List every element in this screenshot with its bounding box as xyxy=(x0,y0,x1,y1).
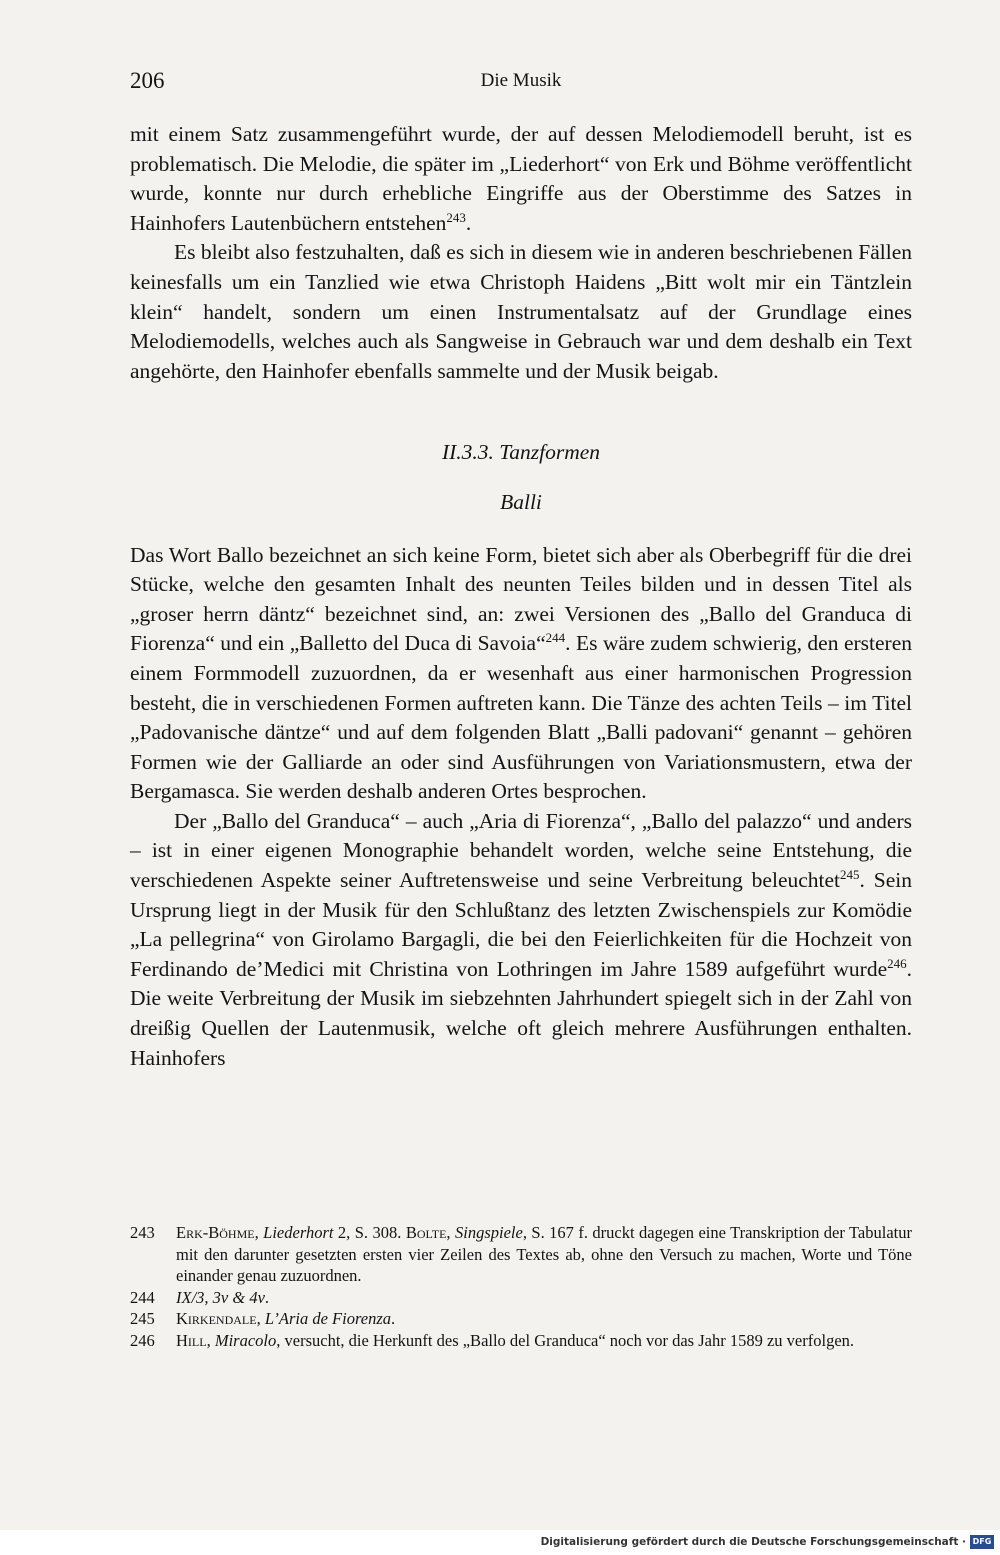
footnote-ref-246[interactable]: 246 xyxy=(887,955,907,971)
footnote-number: 246 xyxy=(130,1330,155,1350)
footnote-number: 245 xyxy=(130,1309,155,1328)
funding-credit: Digitalisierung gefördert durch die Deutsche Forschungsgemeinschaft · xyxy=(540,1536,966,1548)
footnote-ref-245[interactable]: 245 xyxy=(840,866,860,882)
footnote-number: 244 xyxy=(130,1287,155,1307)
main-text xyxy=(130,120,912,1073)
running-header xyxy=(130,68,912,102)
paragraph-3: Das Wort Ballo bezeichnet an sich keine Form, bietet sich aber als Oberbegriff für die drei Stücke, welche den gesamten Inhalt des neunten Teiles bilden und in dessen Titel als „groser herrn däntz“ bezeichnet sind, an: zwei Versionen des „Ballo del Granduca di Fiorenza“ und ein „Balletto del Duca di Savoia“$^{244}$. Es wäre zudem schwierig, den ersteren einem Formmodell zuzuordnen, da er wesenhaft aus einer harmonischen Progression besteht, die in verschiedenen Formen auftreten kann. Die Tänze des achten Teils – im Titel „Padovanische däntze“ und auf dem folgenden Blatt „Balli padovani“ genannt – gehören Formen wie der Galliarde an oder sind Ausführungen von Variationsmustern, etwa der Bergamasca. Sie werden deshalb anderen Ortes besprochen. xyxy=(130,542,912,804)
footnote-243: 243 Erk-Böhme, Liederhort 2, S. 308. Bolte, Singspiele, S. 167 f. druckt dagegen eine Transkription der Tabulatur mit den darunter gesetzten ersten vier Zeilen des Textes ab, ohne den Versuch zu machen, Worte und Töne einander genau zuzuordnen. xyxy=(130,1223,912,1285)
footnote-244: 244 IX/3, 3v & 4v. xyxy=(130,1287,270,1307)
footnote-ref-243[interactable]: 243 xyxy=(446,209,466,225)
running-title: Die Musik xyxy=(480,70,562,91)
footnote-number: 243 xyxy=(130,1223,155,1242)
footnote-245: 245 Kirkendale, L’Aria de Fiorenza. xyxy=(130,1309,396,1328)
subsection-heading: Balli xyxy=(500,489,542,514)
paragraph-2: Es bleibt also festzuhalten, daß es sich in diesem wie in anderen beschriebenen Fällen keinesfalls um ein Tanzlied wie etwa Christoph Haidens „Bitt wolt mir ein Täntzlein klein“ handelt, sondern um einen Instrumentalsatz auf der Grundlage eines Melodiemodells, welches auch als Sangweise in Gebrauch war und dem deshalb ein Text angehörte, den Hainhofer ebenfalls sammelte und der Musik beigab. xyxy=(130,240,912,383)
footnote-ref-244[interactable]: 244 xyxy=(545,630,566,646)
paragraph-1: mit einem Satz zusammengeführt wurde, der auf dessen Melodiemodell beruht, ist es problematisch. Die Melodie, die später im „Liederhort“ von Erk und Böhme veröffentlicht wurde, konnte nur durch erhebliche Eingriffe aus der Oberstimme des Satzes in Hainhofers Lautenbüchern entstehen$^{243}$. xyxy=(130,122,912,235)
paragraph-4: Der „Ballo del Granduca“ – auch „Aria di Fiorenza“, „Ballo del palazzo“ und anders – ist in einer eigenen Monographie behandelt worden, welche seine Entstehung, die verschiedenen Aspekte seiner Auftretensweise und seine Verbreitung beleuchtet$^{245}$. Sein Ursprung liegt in der Musik für den Schlußtanz des letzten Zwischenspiels zur Komödie „La pellegrina“ von Girolamo Bargagli, die bei den Feierlichkeiten für die Hochzeit von Ferdinando de’Medici mit Christina von Lothringen im Jahre 1589 aufgeführt wurde$^{246}$. Die weite Verbreitung der Musik im siebzehnten Jahrhundert spiegelt sich in der Zahl von dreißig Quellen der Lautenmusik, welche oft gleich mehrere Ausführungen enthalten. Hainhofers xyxy=(130,808,912,1070)
page-number: 206 xyxy=(130,68,165,93)
digitization-footer xyxy=(0,1530,1000,1555)
section-heading: II.3.3. Tanzformen xyxy=(441,440,601,465)
footnote-246: 246 Hill, Miracolo, versucht, die Herkunft des „Ballo del Granduca“ noch vor das Jahr 1589 zu verfolgen. xyxy=(130,1330,855,1350)
footnotes xyxy=(130,1222,912,1351)
dfg-logo: DFG xyxy=(970,1535,994,1549)
